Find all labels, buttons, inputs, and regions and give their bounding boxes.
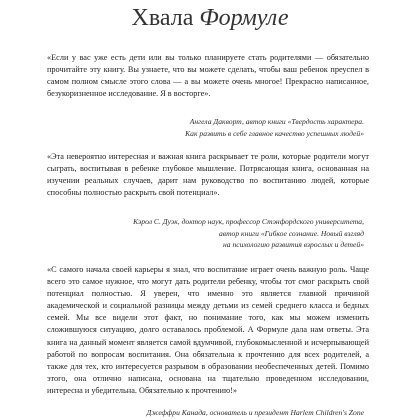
page-title: [0, 4, 420, 32]
quote-3-attribution: [64, 407, 364, 419]
quote-2-text: «Эта невероятно интересная и важная книга раскрывает те роли, которые родители могут сыграть, воспитывая в ребенке глубокое мышление. Потрясающая книга, основанная на изучении реальных случаев, дарит нам руководство по воспитанию людей, которые способны полностью раскрыть свой потенциал».: [47, 152, 369, 198]
quote-2-attribution-line: Кэрол С. Дуэк, доктор наук, профессор Стэнфордского университета,: [133, 217, 364, 226]
quote-1-attribution-line: Как развить в себе главное качество успешных людей»: [185, 128, 364, 138]
quote-2-attribution-line: автор книги «Гибкое сознание. Новый взгляд: [218, 228, 364, 238]
quote-1-attribution: [64, 116, 364, 139]
quote-2-attribution-line: на психологию развития взрослых и детей»: [223, 240, 364, 250]
quote-2-attribution: [64, 216, 364, 251]
quote-3-attribution-line: Джеффри Канада, основатель и президент Harlem Children's Zone: [146, 408, 364, 417]
quote-1-attribution-line: Ангела Дакворт, автор книги «Твердость характера.: [189, 117, 364, 126]
quote-1-text: «Если у вас уже есть дети или вы только планируете стать родителями — обязательно прочитайте эту книгу. Вы узнаете, что вы можете сделать, чтобы ваш ребенок преуспел в самом полном смысле этого слова — а вы можете очень многое! Прекрасно написанное, безукоризненное исследование. Я в восторге».: [47, 53, 369, 99]
quote-3-text: «С самого начала своей карьеры я знал, что воспитание играет очень важную роль. Чаще всего это самое нужное, что могут дать родители ребенку, чтобы тот смог раскрыть свой потенциал полностью. Я уверен, что именно это является главной причиной академической и социальной разницы между детьми из семей среднего класса и бедных семей. Мы все видели этот факт, но понимание того, как мы можем изменить сложившуюся ситуацию, долго оставалось проблемой. А Формуле дала нам ответы. Эта книга на данный момент является самой вдумчивой, глубокомысленной и исчерпывающей работой по вопросам воспитания. Она обязательна к прочтению для всех родителей, а также для тех, кто интересуется разрывом в образовании необеспеченных детей. Помимо этого, она отлично написана, основана на тщательно проведенном исследовании, интересна и убедительна. Обязательно к прочтению!»: [47, 265, 369, 395]
page-title-prefix: Хвала: [131, 5, 200, 31]
page-title-emphasis: Формуле: [199, 5, 289, 31]
